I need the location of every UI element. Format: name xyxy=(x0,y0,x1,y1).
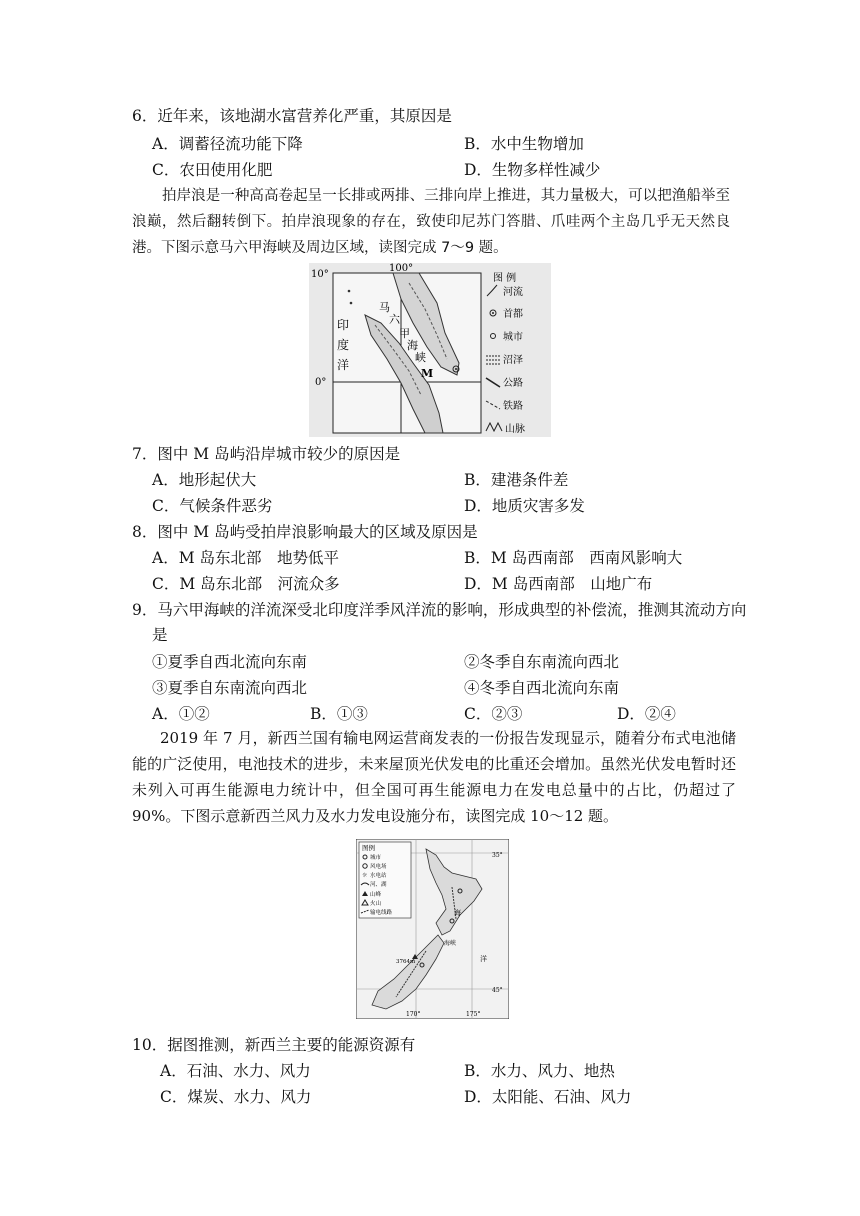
map2-lon-170: 170° xyxy=(406,1011,421,1018)
q9-statement-4: ④冬季自西北流向东南 xyxy=(464,679,620,697)
q7-option-b: B．建港条件差 xyxy=(464,471,569,489)
map2-legend-title: 图例 xyxy=(362,844,375,852)
q10-option-a: A．石油、水力、风力 xyxy=(160,1062,311,1080)
passage-new-zealand: 2019 年 7 月，新西兰国有输电网运营商发表的一份报告发现显示，随着分布式电池储能的广泛使用，电池技术的进步，未来屋顶光伏发电的比重还会增加。虽然光伏发电暂时还未列入可再生能源电力统计中，但全国可再生能源电力在发电总量中的占比，仍超过了 90%。下图示意新西兰风力及水力发电设施分布，读图完成 10～12 题。 xyxy=(132,729,736,825)
legend-capital: 首都 xyxy=(503,309,523,320)
map1-legend-title: 图 例 xyxy=(493,273,517,284)
q9-option-a: A．①② xyxy=(152,705,210,723)
q7-option-c: C．气候条件恶劣 xyxy=(152,497,273,515)
legend-mountain: 山脉 xyxy=(505,424,525,435)
legend-city: 城市 xyxy=(370,855,382,861)
map2-lat-35: 35° xyxy=(492,852,503,859)
q8-stem: 8．图中 M 岛屿受拍岸浪影响最大的区域及原因是 xyxy=(132,523,478,541)
legend-road: 公路 xyxy=(503,378,523,389)
legend-power-line: 输电线路 xyxy=(370,910,393,916)
q9-stem: 9．马六甲海峡的洋流深受北印度洋季风洋流的影响，形成典型的补偿流，推测其流动方向 xyxy=(132,601,747,619)
map1-strait-char: 六 xyxy=(389,313,400,326)
q7-option-a: A．地形起伏大 xyxy=(152,471,257,489)
legend-swamp: 沼泽 xyxy=(503,355,523,366)
q10-option-d: D．太阳能、石油、风力 xyxy=(464,1088,632,1106)
map1-ocean-char: 印 xyxy=(337,318,350,332)
map1-strait-char: 峡 xyxy=(415,351,426,364)
q6-option-d: D．生物多样性减少 xyxy=(464,161,601,179)
legend-hydro-station: 水电站 xyxy=(370,873,387,879)
q6-option-a: A．调蓄径流功能下降 xyxy=(152,135,303,153)
hydro-station-icon: ☼ xyxy=(362,872,368,879)
q6-option-b: B．水中生物增加 xyxy=(464,135,584,153)
map1-lon: 100° xyxy=(389,263,414,274)
q7-option-d: D．地质灾害多发 xyxy=(464,497,585,515)
q6-option-c: C．农田使用化肥 xyxy=(152,161,273,179)
legend-river-lake: 河、湖 xyxy=(370,882,387,888)
q9-statement-1: ①夏季自西北流向东南 xyxy=(152,653,308,671)
q8-option-b: B．M 岛西南部 西南风影响大 xyxy=(464,549,683,567)
legend-volcano: 火山 xyxy=(370,901,382,907)
map1-island-label: M xyxy=(421,367,434,380)
q8-option-d: D．M 岛西南部 山地广布 xyxy=(464,575,653,593)
map2-peak: 3764m xyxy=(396,959,416,965)
q8-option-a: A．M 岛东北部 地势低平 xyxy=(152,549,339,567)
map1-ocean-char: 度 xyxy=(337,338,350,352)
legend-peak: 山峰 xyxy=(370,892,382,898)
q9-option-c: C．②③ xyxy=(464,705,523,723)
legend-wind-farm: 风电场 xyxy=(370,864,387,870)
q10-option-b: B．水力、风力、地热 xyxy=(464,1062,615,1080)
legend-railway: 铁路 xyxy=(503,401,523,412)
q10-stem: 10．据图推测，新西兰主要的能源资源有 xyxy=(132,1036,416,1054)
legend-city: 城市 xyxy=(503,332,523,343)
map2-strait: 海峡 xyxy=(444,940,457,947)
q7-stem: 7．图中 M 岛屿沿岸城市较少的原因是 xyxy=(132,445,401,463)
map1-lat-top: 10° xyxy=(311,269,329,280)
q9-statement-3: ③夏季自东南流向西北 xyxy=(152,679,308,697)
q6-stem: 6．近年来，该地湖水富营养化严重，其原因是 xyxy=(132,107,452,125)
q9-statement-2: ②冬季自东南流向西北 xyxy=(464,653,620,671)
q10-option-c: C．煤炭、水力、风力 xyxy=(160,1088,312,1106)
map1-strait-char: 甲 xyxy=(399,327,410,340)
q9-option-b: B．①③ xyxy=(310,705,368,723)
q8-option-c: C．M 岛东北部 河流众多 xyxy=(152,575,340,593)
map2-lon-175: 175° xyxy=(466,1011,481,1018)
map1-ocean-char: 洋 xyxy=(337,358,350,372)
map2-sea-char: 海 xyxy=(454,909,461,917)
map1-lat-equator: 0° xyxy=(315,377,327,388)
map2-ocean-char: 洋 xyxy=(480,955,487,963)
malacca-map xyxy=(309,263,551,437)
legend-river: 河流 xyxy=(503,287,523,298)
map1-strait-char: 海 xyxy=(407,339,418,352)
q9-stem-cont: 是 xyxy=(152,626,168,644)
map1-strait-char: 马 xyxy=(379,301,390,314)
map2-lat-45: 45° xyxy=(492,987,503,994)
new-zealand-map xyxy=(356,839,509,1019)
q9-option-d: D．②④ xyxy=(617,705,676,723)
passage-malacca: 拍岸浪是一种高高卷起呈一长排或两排、三排向岸上推进，其力量极大，可以把渔船举至浪巅，然后翻转倒下。拍岸浪现象的存在，致使印尼苏门答腊、爪哇两个主岛几乎无天然良港。下图示意马六甲海峡及周边区域，读图完成 7～9 题。 xyxy=(132,188,730,256)
